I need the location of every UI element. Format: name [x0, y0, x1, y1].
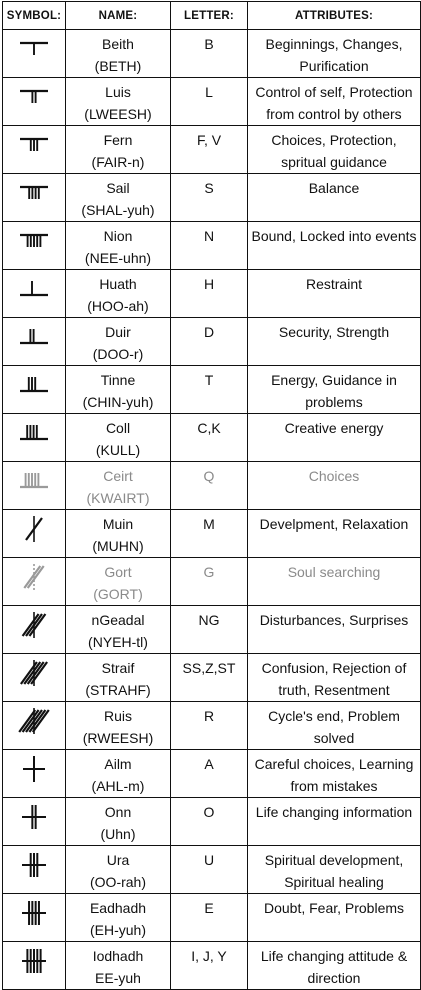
attributes-cell: Choices: [248, 462, 421, 510]
attributes-cell: Bound, Locked into events: [248, 222, 421, 270]
pronunciation: (BETH): [94, 58, 142, 74]
attributes-cell: Disturbances, Surprises: [248, 606, 421, 654]
ogham-fern-icon: [3, 126, 66, 174]
table-row: [3, 894, 421, 942]
pronunciation: (AHL-m): [91, 778, 145, 794]
header-symbol: SYMBOL:: [3, 2, 66, 30]
table-row: [3, 702, 421, 750]
pronunciation: (LWEESH): [84, 106, 152, 122]
attributes-cell: Security, Strength: [248, 318, 421, 366]
pronunciation: (EH-yuh): [89, 922, 146, 938]
name-cell: [66, 846, 171, 894]
pronunciation: (NYEH-tl): [88, 634, 148, 650]
name-cell: [66, 894, 171, 942]
pronunciation: (DOO-r): [92, 346, 144, 362]
letter-cell: S: [171, 174, 248, 222]
name-cell: [66, 270, 171, 318]
ogham-gort-icon: [3, 558, 66, 606]
ogham-muin-icon: [3, 510, 66, 558]
ogham-ngeadal-icon: [3, 606, 66, 654]
name-cell: [66, 702, 171, 750]
ogham-table: [2, 1, 421, 990]
tree-name: Huath: [99, 276, 137, 292]
table-row: [3, 126, 421, 174]
pronunciation: (STRAHF): [85, 682, 151, 698]
tree-name: Ura: [106, 852, 130, 868]
header-row: [3, 2, 421, 30]
name-cell: [66, 606, 171, 654]
ogham-straif-icon: [3, 654, 66, 702]
pronunciation: (OO-rah): [90, 874, 146, 890]
attributes-cell: Creative energy: [248, 414, 421, 462]
name-cell: [66, 558, 171, 606]
name-cell: [66, 654, 171, 702]
attributes-cell: Life changing attitude & direction: [248, 942, 421, 990]
name-cell: [66, 126, 171, 174]
ogham-iodhadh-icon: [3, 942, 66, 990]
attributes-cell: Restraint: [248, 270, 421, 318]
attributes-cell: Choices, Protection, spritual guidance: [248, 126, 421, 174]
name-cell: [66, 750, 171, 798]
letter-cell: F, V: [171, 126, 248, 174]
ogham-eadhadh-icon: [3, 894, 66, 942]
name-cell: [66, 222, 171, 270]
ogham-coll-icon: [3, 414, 66, 462]
letter-cell: SS,Z,ST: [171, 654, 248, 702]
pronunciation: (HOO-ah): [87, 298, 149, 314]
pronunciation: (Uhn): [100, 826, 136, 842]
ogham-duir-icon: [3, 318, 66, 366]
attributes-cell: Careful choices, Learning from mistakes: [248, 750, 421, 798]
ogham-ruis-icon: [3, 702, 66, 750]
header-attributes: ATTRIBUTES:: [248, 2, 421, 30]
ogham-huath-icon: [3, 270, 66, 318]
tree-name: Tinne: [100, 372, 136, 388]
tree-name: Coll: [105, 420, 131, 436]
pronunciation: (KWAIRT): [86, 490, 150, 506]
attributes-cell: Soul searching: [248, 558, 421, 606]
name-cell: [66, 414, 171, 462]
pronunciation: (NEE-uhn): [84, 250, 152, 266]
letter-cell: A: [171, 750, 248, 798]
attributes-cell: Balance: [248, 174, 421, 222]
pronunciation: (GORT): [93, 586, 143, 602]
ogham-ceirt-icon: [3, 462, 66, 510]
tree-name: Sail: [106, 180, 130, 196]
letter-cell: R: [171, 702, 248, 750]
pronunciation: (MUHN): [92, 538, 144, 554]
tree-name: Ruis: [103, 708, 132, 724]
letter-cell: O: [171, 798, 248, 846]
pronunciation: (CHIN-yuh): [82, 394, 154, 410]
letter-cell: U: [171, 846, 248, 894]
attributes-cell: Develpment, Relaxation: [248, 510, 421, 558]
ogham-nion-icon: [3, 222, 66, 270]
tree-name: Onn: [104, 804, 132, 820]
name-cell: [66, 318, 171, 366]
ogham-ailm-icon: [3, 750, 66, 798]
tree-name: Gort: [104, 564, 132, 580]
table-row: [3, 270, 421, 318]
tree-name: Muin: [102, 516, 134, 532]
table-row: [3, 78, 421, 126]
attributes-cell: Beginnings, Changes, Purification: [248, 30, 421, 78]
table-row: [3, 414, 421, 462]
letter-cell: NG: [171, 606, 248, 654]
table-row: [3, 654, 421, 702]
table-row: [3, 174, 421, 222]
letter-cell: H: [171, 270, 248, 318]
table-row: [3, 606, 421, 654]
ogham-onn-icon: [3, 798, 66, 846]
name-cell: [66, 174, 171, 222]
ogham-sail-icon: [3, 174, 66, 222]
table-row: [3, 846, 421, 894]
attributes-cell: Confusion, Rejection of truth, Resentment: [248, 654, 421, 702]
attributes-cell: Cycle's end, Problem solved: [248, 702, 421, 750]
letter-cell: Q: [171, 462, 248, 510]
tree-name: Straif: [101, 660, 135, 676]
name-cell: [66, 510, 171, 558]
name-cell: [66, 366, 171, 414]
letter-cell: G: [171, 558, 248, 606]
tree-name: Iodhadh: [92, 948, 144, 964]
table-row: [3, 222, 421, 270]
tree-name: Beith: [102, 36, 134, 52]
header-name: NAME:: [66, 2, 171, 30]
name-cell: [66, 30, 171, 78]
letter-cell: M: [171, 510, 248, 558]
attributes-cell: Energy, Guidance in problems: [248, 366, 421, 414]
tree-name: Luis: [105, 84, 131, 100]
pronunciation: EE-yuh: [95, 970, 141, 986]
tree-name: Ceirt: [103, 468, 133, 484]
ogham-beith-icon: [3, 30, 66, 78]
tree-name: Eadhadh: [89, 900, 147, 916]
ogham-ura-icon: [3, 846, 66, 894]
name-cell: [66, 798, 171, 846]
letter-cell: D: [171, 318, 248, 366]
name-cell: [66, 462, 171, 510]
table-row: [3, 510, 421, 558]
table-row: [3, 558, 421, 606]
table-row: [3, 798, 421, 846]
pronunciation: (SHAL-yuh): [81, 202, 155, 218]
ogham-luis-icon: [3, 78, 66, 126]
letter-cell: C,K: [171, 414, 248, 462]
attributes-cell: Doubt, Fear, Problems: [248, 894, 421, 942]
attributes-cell: Spiritual development, Spiritual healing: [248, 846, 421, 894]
letter-cell: T: [171, 366, 248, 414]
name-cell: [66, 942, 171, 990]
pronunciation: (KULL): [95, 442, 141, 458]
attributes-cell: Life changing information: [248, 798, 421, 846]
letter-cell: N: [171, 222, 248, 270]
letter-cell: L: [171, 78, 248, 126]
table-row: [3, 318, 421, 366]
header-letter: LETTER:: [171, 2, 248, 30]
tree-name: nGeadal: [91, 612, 145, 628]
tree-name: Fern: [103, 132, 133, 148]
name-cell: [66, 78, 171, 126]
ogham-tinne-icon: [3, 366, 66, 414]
tree-name: Nion: [103, 228, 133, 244]
letter-cell: I, J, Y: [171, 942, 248, 990]
letter-cell: B: [171, 30, 248, 78]
pronunciation: (FAIR-n): [91, 154, 145, 170]
table-row: [3, 30, 421, 78]
table-row: [3, 750, 421, 798]
table-row: [3, 942, 421, 990]
letter-cell: E: [171, 894, 248, 942]
tree-name: Ailm: [104, 756, 132, 772]
pronunciation: (RWEESH): [82, 730, 154, 746]
tree-name: Duir: [105, 324, 131, 340]
table-row: [3, 366, 421, 414]
attributes-cell: Control of self, Protection from control by others: [248, 78, 421, 126]
table-row: [3, 462, 421, 510]
